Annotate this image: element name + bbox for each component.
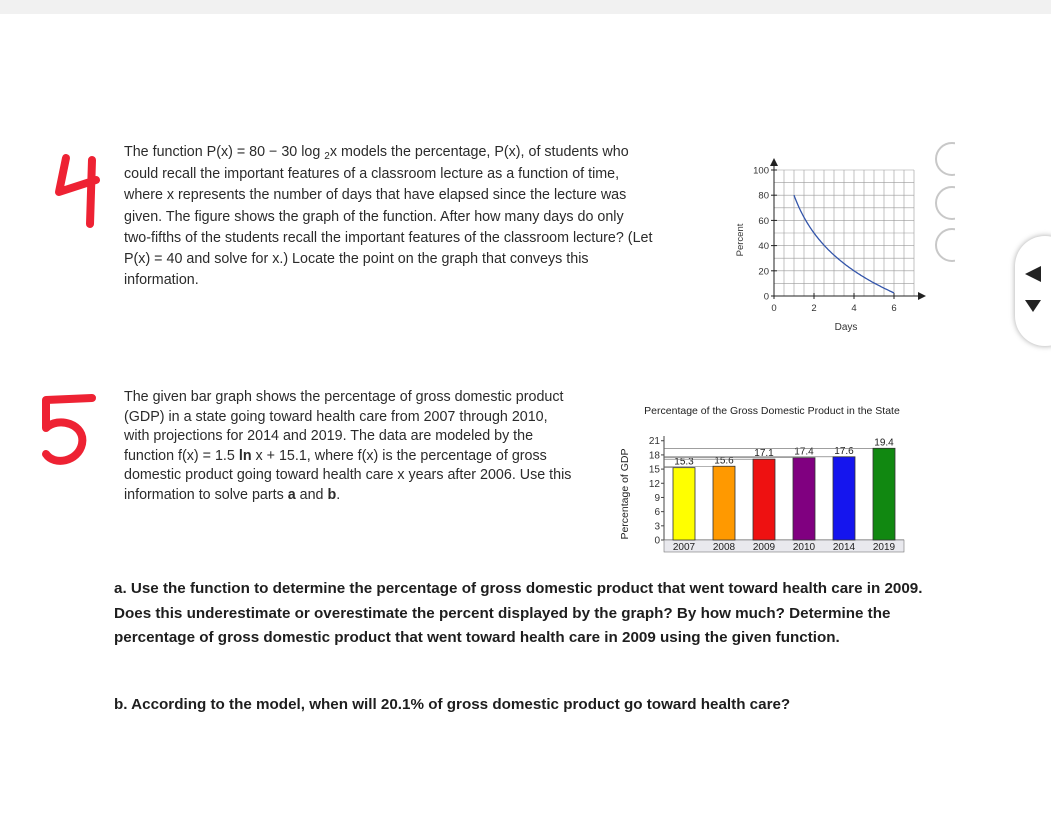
- problem-1-line: information.: [124, 272, 199, 289]
- bar-2009: [753, 459, 775, 540]
- problem-1-line-1: The function P(x) = 80 − 30 log $_2$x models the percentage, P(x), of students who: [124, 144, 629, 162]
- up-down-arrows-icon: [1015, 236, 1045, 346]
- problem-1-line: two-fifths of the students recall the important features of the classroom lecture? (Let: [124, 229, 653, 246]
- problem-2-line: The given bar graph shows the percentage of gross domestic product: [124, 389, 564, 405]
- y-axis-arrow: [770, 158, 778, 166]
- y-tick-label: 21: [648, 436, 660, 448]
- category-label: 2008: [712, 542, 736, 553]
- scroll-nav-button[interactable]: [1015, 236, 1051, 346]
- x-tick-label: 4: [851, 303, 857, 314]
- problem-1-line: could recall the important features of a classroom lecture as a function of time,: [124, 166, 620, 183]
- y-tick-label: 6: [654, 507, 660, 519]
- bar-2008: [713, 466, 735, 540]
- y-tick-label: 80: [758, 190, 769, 202]
- problem-2-line: information to solve parts a and b.: [124, 486, 341, 503]
- x-tick-label: 6: [891, 303, 897, 314]
- problem-2-line: with projections for 2014 and 2019. The data are modeled by the: [124, 428, 534, 445]
- y-tick-label: 100: [753, 165, 769, 177]
- x-tick-label: 2: [811, 303, 817, 314]
- category-label: 2007: [672, 542, 696, 553]
- bar-value-label: 19.4: [874, 437, 894, 449]
- problem-2-text: [124, 388, 624, 506]
- problem-1-line: P(x) = 40 and solve for x.) Locate the point on the graph that conveys this: [124, 251, 589, 268]
- y-tick-label: 15: [648, 464, 660, 476]
- bar-value-label: 17.4: [794, 446, 814, 458]
- y-tick-label: 9: [654, 492, 660, 504]
- y-tick-label: 60: [758, 215, 769, 227]
- bar-2019: [873, 448, 895, 540]
- y-tick-label: 3: [654, 521, 660, 533]
- question-b: b. According to the model, when will 20.1% of gross domestic product go toward health care?: [114, 696, 791, 713]
- y-axis-label: Percentage of GDP: [619, 448, 631, 540]
- handwritten-number-5: [38, 390, 102, 474]
- handwritten-number-4: [52, 150, 112, 230]
- y-tick-label: 12: [648, 478, 660, 490]
- problem-2-line: (GDP) in a state going toward health care from 2007 through 2010,: [124, 408, 548, 425]
- category-band: [664, 540, 904, 552]
- problem-1-line: given. The figure shows the graph of the function. After how many days do only: [124, 208, 624, 225]
- bar-value-label: 17.1: [754, 448, 774, 460]
- category-label: 2009: [752, 542, 776, 553]
- y-axis-label: Percent: [735, 223, 746, 257]
- side-circle-1[interactable]: [935, 142, 969, 176]
- side-circle-3[interactable]: [935, 228, 969, 262]
- x-axis-label: Days: [834, 322, 858, 333]
- bar-value-label: 15.6: [714, 455, 734, 467]
- category-label: 2010: [792, 542, 816, 553]
- problem-2-line: function f(x) = 1.5 ln x + 15.1, where f(x) is the percentage of gross: [124, 447, 547, 464]
- top-band: [0, 0, 1051, 14]
- bar-2007: [673, 468, 695, 540]
- problem-2-line: domestic product going toward health care x years after 2006. Use this: [124, 467, 572, 484]
- category-label: 2014: [832, 542, 856, 553]
- y-tick-label: 0: [654, 535, 660, 547]
- bar-value-label: 17.6: [834, 445, 854, 457]
- chart-title: Percentage of the Gross Domestic Product in the State: [644, 405, 900, 417]
- question-a: a. Use the function to determine the percentage of gross domestic product that went toward health care in 2009. Does this underestimate or overestimate the percent displayed by the graph? By how much? Determine the percentage of gross domestic product that went toward health care in 2009 using the given function.: [114, 580, 923, 647]
- bar-2010: [793, 458, 815, 540]
- problem-1-text: [124, 142, 724, 291]
- bar-value-label: 15.3: [674, 456, 694, 468]
- y-tick-label: 18: [648, 450, 660, 462]
- x-tick-label: 0: [771, 303, 777, 314]
- y-tick-label: 40: [758, 241, 769, 253]
- category-label: 2019: [872, 542, 896, 553]
- y-tick-label: 0: [763, 291, 769, 303]
- problem-1-line: where x represents the number of days that have elapsed since the lecture was: [124, 187, 627, 204]
- side-circle-2[interactable]: [935, 186, 969, 220]
- x-axis-arrow: [918, 292, 926, 300]
- gdp-bar-chart: [612, 398, 928, 560]
- bar-2014: [833, 457, 855, 540]
- y-tick-label: 20: [758, 266, 769, 278]
- recall-line-chart: [726, 148, 926, 348]
